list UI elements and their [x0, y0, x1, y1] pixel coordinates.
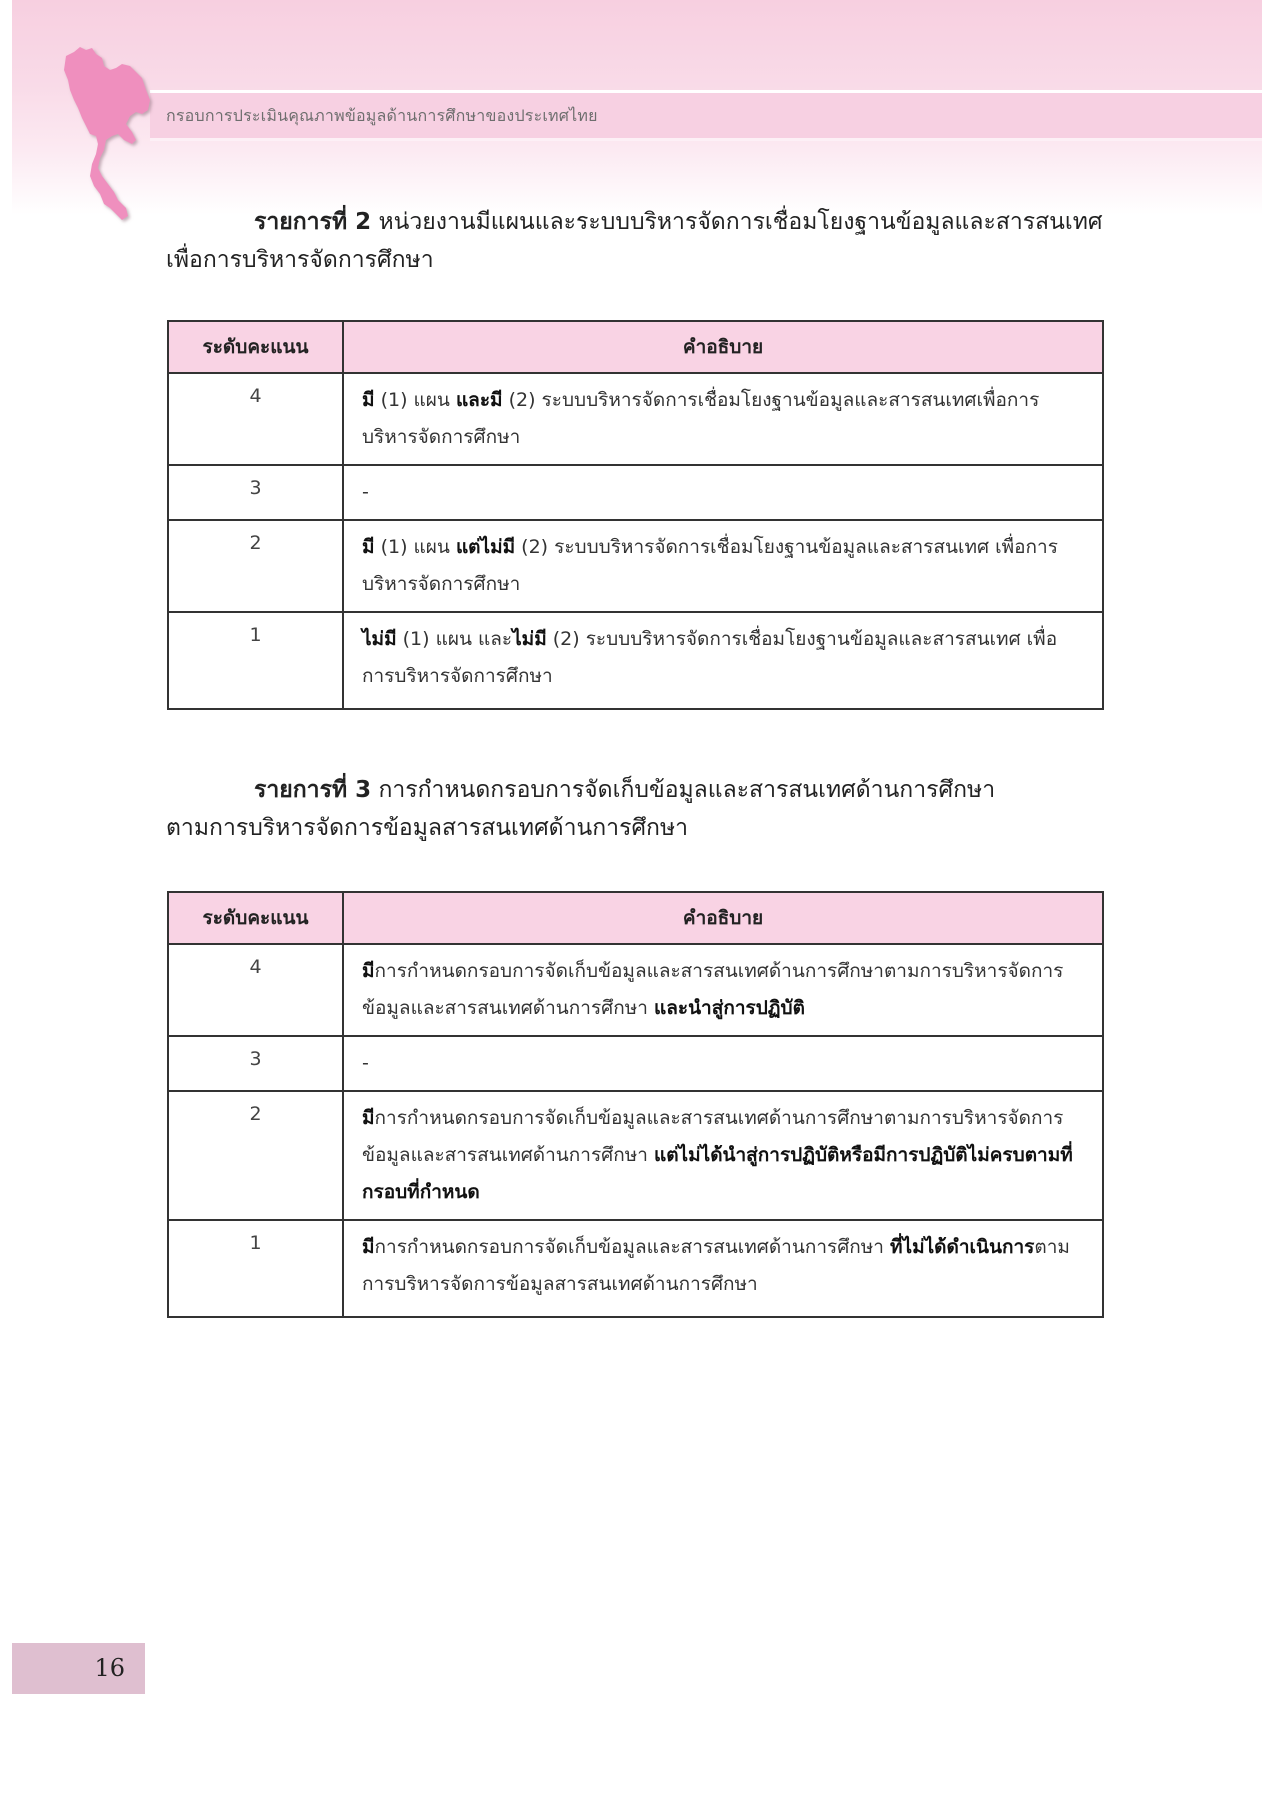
- description-text: การกำหนดกรอบการจัดเก็บข้อมูลและสารสนเทศด้านการศึกษาตามการบริหารจัดการข้อมูลและสารสนเทศด้านการศึกษา: [362, 960, 1064, 1019]
- table-row: [168, 1220, 1103, 1317]
- emphasis-text: มี: [362, 1236, 375, 1258]
- description-text: การกำหนดกรอบการจัดเก็บข้อมูลและสารสนเทศด้านการศึกษาตามการบริหารจัดการข้อมูลและสารสนเทศด้านการศึกษา: [362, 1107, 1064, 1166]
- column-header-description: คำอธิบาย: [343, 892, 1103, 944]
- score-level: 1: [168, 612, 343, 709]
- description-text: (1) แผน และ: [396, 628, 513, 650]
- emphasis-text: และมี: [455, 389, 503, 411]
- score-description: [343, 1036, 1103, 1091]
- page-number: 16: [94, 1654, 125, 1682]
- emphasis-text: ไม่มี: [512, 628, 547, 650]
- table-row: [168, 373, 1103, 465]
- score-description: [343, 1220, 1103, 1317]
- section-title-line2: ตามการบริหารจัดการข้อมูลสารสนเทศด้านการศึกษา: [166, 815, 689, 841]
- section-title-line1: การกำหนดกรอบการจัดเก็บข้อมูลและสารสนเทศด้านการศึกษา: [378, 777, 996, 803]
- score-level: 3: [168, 465, 343, 520]
- header-divider-bottom: [150, 138, 1262, 141]
- column-header-level: ระดับคะแนน: [168, 321, 343, 373]
- emphasis-text: แต่ไม่ได้นำสู่การปฏิบัติหรือมีการปฏิบัติไม่ครบตามที่กรอบที่กำหนด: [362, 1144, 1073, 1203]
- score-level: 4: [168, 944, 343, 1036]
- section-heading-3: [166, 771, 1111, 847]
- emphasis-text: แต่ไม่มี: [455, 536, 516, 558]
- score-description: [343, 373, 1103, 465]
- table-row: [168, 1091, 1103, 1220]
- table-header-row: [168, 892, 1103, 944]
- score-level: 2: [168, 1091, 343, 1220]
- table-row: [168, 612, 1103, 709]
- description-text: -: [362, 481, 369, 503]
- thailand-map-icon: [52, 44, 162, 226]
- section-label: รายการที่ 2: [254, 209, 372, 235]
- description-text: (1) แผน: [374, 389, 456, 411]
- emphasis-text: ที่ไม่ได้ดำเนินการ: [890, 1236, 1035, 1258]
- criteria-table-3: [167, 891, 1104, 1318]
- score-level: 2: [168, 520, 343, 612]
- score-description: [343, 1091, 1103, 1220]
- section-label: รายการที่ 3: [254, 777, 372, 803]
- section-title-line1: หน่วยงานมีแผนและระบบบริหารจัดการเชื่อมโยงฐานข้อมูลและสารสนเทศ: [378, 209, 1103, 235]
- table-row: [168, 944, 1103, 1036]
- emphasis-text: และนำสู่การปฏิบัติ: [653, 997, 805, 1019]
- column-header-description: คำอธิบาย: [343, 321, 1103, 373]
- description-text: (2) ระบบบริหารจัดการเชื่อมโยงฐานข้อมูลและสารสนเทศ เพื่อการบริหารจัดการศึกษา: [362, 628, 1058, 687]
- emphasis-text: มี: [362, 960, 375, 982]
- table-row: [168, 1036, 1103, 1091]
- score-level: 1: [168, 1220, 343, 1317]
- score-description: [343, 612, 1103, 709]
- score-description: [343, 944, 1103, 1036]
- description-text: (2) ระบบบริหารจัดการเชื่อมโยงฐานข้อมูลและสารสนเทศเพื่อการบริหารจัดการศึกษา: [362, 389, 1040, 448]
- emphasis-text: มี: [362, 536, 375, 558]
- page-number-box: [12, 1643, 145, 1694]
- emphasis-text: มี: [362, 1107, 375, 1129]
- score-description: [343, 520, 1103, 612]
- description-text: -: [362, 1052, 369, 1074]
- score-level: 4: [168, 373, 343, 465]
- score-description: [343, 465, 1103, 520]
- section-title-line2: เพื่อการบริหารจัดการศึกษา: [166, 247, 434, 273]
- emphasis-text: ไม่มี: [362, 628, 397, 650]
- running-title: กรอบการประเมินคุณภาพข้อมูลด้านการศึกษาของประเทศไทย: [166, 106, 598, 125]
- column-header-level: ระดับคะแนน: [168, 892, 343, 944]
- description-text: (2) ระบบบริหารจัดการเชื่อมโยงฐานข้อมูลและสารสนเทศ เพื่อการบริหารจัดการศึกษา: [362, 536, 1058, 595]
- table-row: [168, 520, 1103, 612]
- table-header-row: [168, 321, 1103, 373]
- table-row: [168, 465, 1103, 520]
- description-text: การกำหนดกรอบการจัดเก็บข้อมูลและสารสนเทศด้านการศึกษา: [374, 1236, 890, 1258]
- criteria-table-2: [167, 320, 1104, 710]
- emphasis-text: มี: [362, 389, 375, 411]
- description-text: (1) แผน: [374, 536, 456, 558]
- description-text: ตามการบริหารจัดการข้อมูลสารสนเทศด้านการศึกษา: [362, 1236, 1070, 1295]
- score-level: 3: [168, 1036, 343, 1091]
- section-heading-2: [166, 203, 1111, 279]
